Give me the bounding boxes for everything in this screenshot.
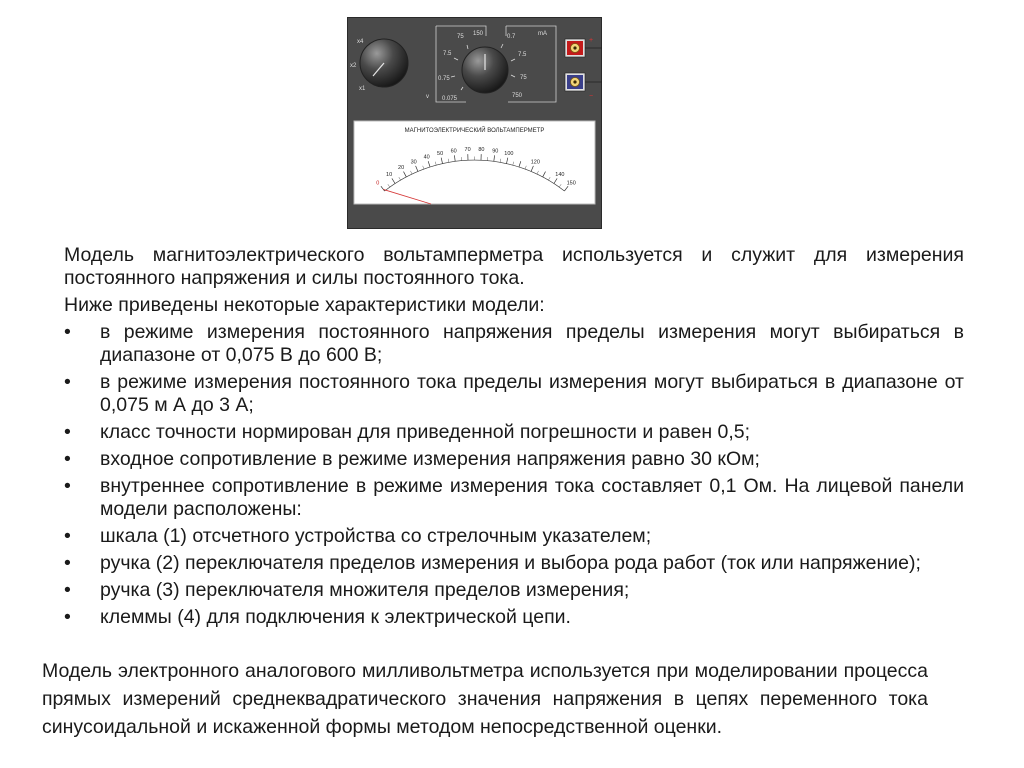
list-item: • клеммы (4) для подключения к электрической цепи. xyxy=(64,606,964,629)
terminal-minus-label: − xyxy=(589,93,594,100)
list-item: • класс точности нормирован для приведенной погрешности и равен 0,5; xyxy=(64,421,964,444)
list-item: • ручка (3) переключателя множителя пределов измерения; xyxy=(64,579,964,602)
terminal-plus-label: + xyxy=(589,37,594,44)
scale-tick-label: 140 xyxy=(555,172,565,179)
list-item: • внутреннее сопротивление в режиме измерения тока составляет 0,1 Ом. На лицевой панели модели расположены: xyxy=(64,475,964,521)
voltage-range-7-5: 7.5 xyxy=(443,51,452,57)
terminal-negative[interactable] xyxy=(565,73,585,91)
scale-tick-label: 120 xyxy=(530,159,540,166)
voltammeter-panel xyxy=(347,17,602,229)
list-item: • в режиме измерения постоянного напряжения пределы измерения могут выбираться в диапазоне от 0,075 В до 600 В; xyxy=(64,321,964,367)
current-range-7-5: 7.5 xyxy=(518,52,527,58)
range-switch[interactable] xyxy=(462,47,508,93)
multiplier-label-x1: x1 xyxy=(359,86,366,92)
millivoltmeter-paragraph: Модель электронного аналогового милливольтметра используется при моделировании процесса прямых измерений среднеквадратического значения напряжения в цепях переменного тока синусоидальной и искаженной формы методом непосредственной оценки. xyxy=(42,660,928,738)
list-item: • ручка (2) переключателя пределов измерения и выбора рода работ (ток или напряжение); xyxy=(64,552,964,575)
voltage-range-75: 75 xyxy=(457,34,464,40)
list-item: • в режиме измерения постоянного тока пределы измерения могут выбираться в диапазоне от 0,075 м А до 3 А; xyxy=(64,371,964,417)
voltage-range-150: 150 xyxy=(473,31,484,37)
intro-paragraph: Модель магнитоэлектрического вольтамперметра используется и служит для измерения постоянного напряжения и силы постоянного тока. xyxy=(64,244,964,289)
scale-window xyxy=(354,121,595,204)
terminal-positive[interactable] xyxy=(565,39,585,57)
voltage-range-0-75: 0.75 xyxy=(438,76,450,82)
voltammeter-drawing xyxy=(348,18,603,230)
lead-paragraph: Ниже приведены некоторые характеристики модели: xyxy=(64,294,545,316)
current-range-75: 75 xyxy=(520,75,527,81)
multiplier-label-x2: x2 xyxy=(350,63,357,69)
unit-ma-label: mA xyxy=(538,31,547,37)
scale-tick-label: 80 xyxy=(478,147,485,154)
voltage-range-0-075: 0.075 xyxy=(442,96,458,102)
list-item: • шкала (1) отсчетного устройства со стрелочным указателем; xyxy=(64,525,964,548)
unit-v-label: v xyxy=(426,94,429,100)
scale-tick-label: 30 xyxy=(410,159,417,166)
scale-tick-label: 0 xyxy=(376,180,380,187)
scale-tick-label: 50 xyxy=(437,150,444,157)
scale-tick-label: 40 xyxy=(423,154,430,161)
scale-tick-label: 60 xyxy=(450,148,457,155)
scale-title: МАГНИТОЭЛЕКТРИЧЕСКИЙ ВОЛЬТАМПЕРМЕТР xyxy=(404,128,545,134)
description-block xyxy=(64,244,964,629)
scale-tick-label: 100 xyxy=(504,150,514,157)
scale-tick-label: 90 xyxy=(492,148,499,155)
current-range-750: 750 xyxy=(512,93,523,99)
multiplier-switch[interactable] xyxy=(350,39,408,92)
scale-tick-label: 70 xyxy=(464,147,471,154)
current-range-0-7: 0.7 xyxy=(507,34,516,40)
scale-tick-label: 150 xyxy=(566,180,576,187)
scale-tick-label: 10 xyxy=(386,172,393,179)
multiplier-label-x4: x4 xyxy=(357,39,364,45)
characteristics-list xyxy=(64,321,964,629)
scale-tick-label: 20 xyxy=(398,165,405,172)
list-item: • входное сопротивление в режиме измерения напряжения равно 30 кОм; xyxy=(64,448,964,471)
